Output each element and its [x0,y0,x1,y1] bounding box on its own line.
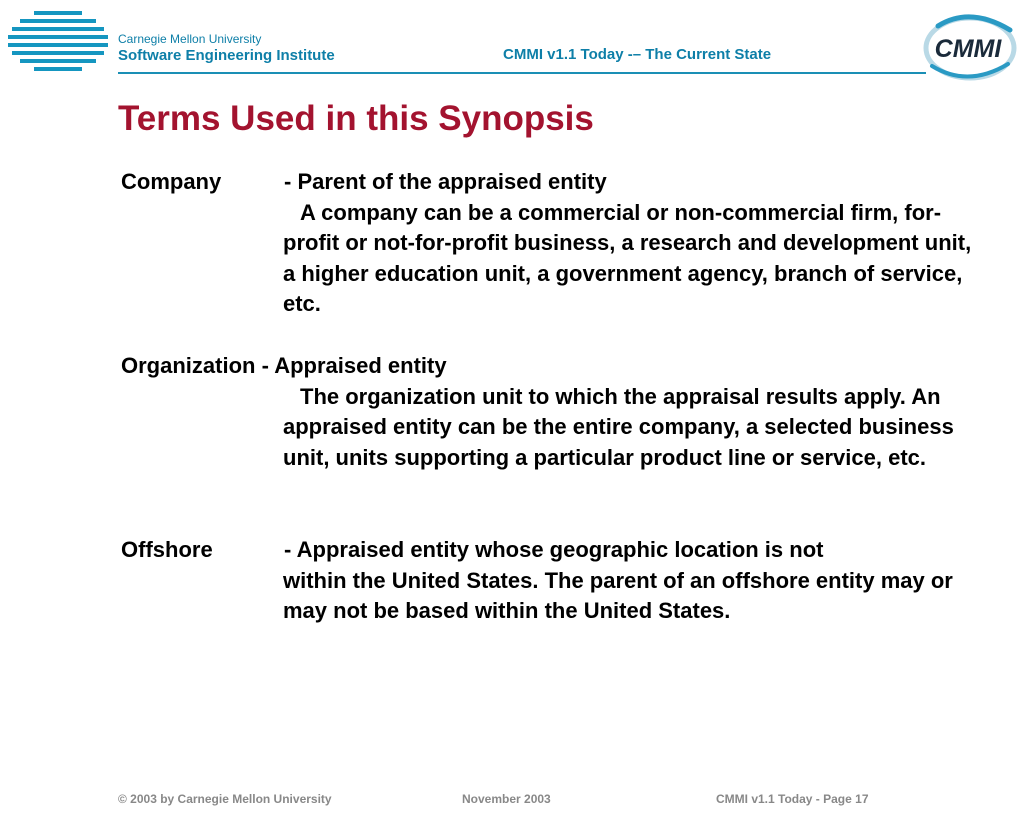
sei-logo-icon [8,10,108,76]
term-short-definition: - Parent of the appraised entity [284,169,607,194]
footer-date: November 2003 [462,792,551,806]
term-name: Offshore [121,537,213,562]
term-company [121,167,1024,320]
term-short-definition: - Appraised entity [261,353,447,378]
university-name: Carnegie Mellon University [118,32,262,46]
cmmi-logo-icon [918,8,1018,84]
term-description: The organization unit to which the appraisal results apply. An appraised entity can be the entire company, a selected business unit, units supporting a particular product line or service, etc. [283,383,954,470]
term-description: within the United States. The parent of an offshore entity may or may not be based within the United States. [283,567,953,623]
footer-page-number: CMMI v1.1 Today - Page 17 [716,792,869,806]
term-name: Company [121,169,222,194]
term-name: Organization [121,353,256,378]
term-organization [121,351,1024,473]
header-title: CMMI v1.1 Today -– The Current State [503,46,772,63]
footer-copyright: © 2003 by Carnegie Mellon University [118,792,332,806]
slide-title: Terms Used in this Synopsis [118,99,594,138]
cmmi-logo-text: CMMI [934,35,1002,63]
term-offshore [121,535,1024,627]
term-short-definition: - Appraised entity whose geographic location is not [284,537,824,562]
institute-name: Software Engineering Institute [118,47,335,64]
term-description: A company can be a commercial or non-commercial firm, for-profit or not-for-profit business, a research and development unit, a higher education unit, a government agency, branch of service, etc. [283,199,972,316]
header-divider [118,72,926,74]
